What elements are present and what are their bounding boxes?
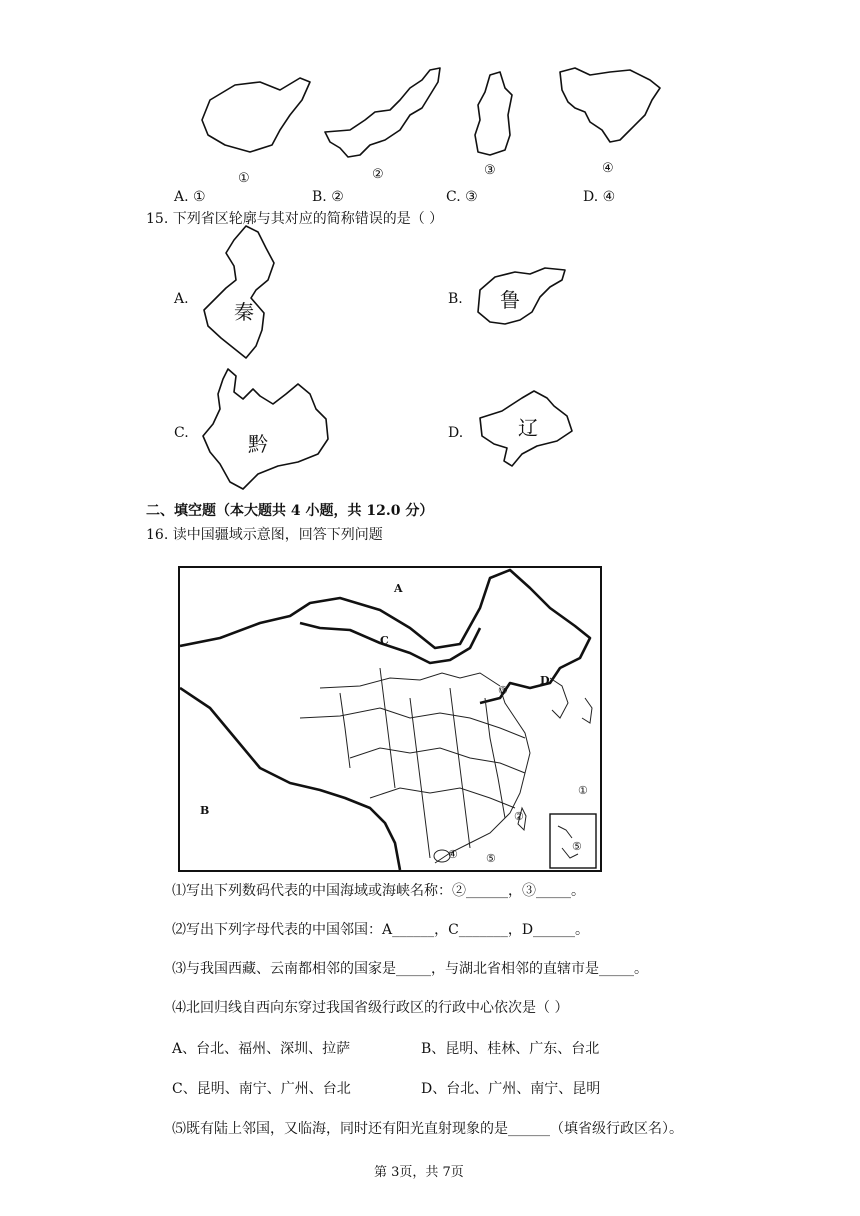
province-outline-4 [560, 68, 660, 142]
shape-label-1: ① [238, 171, 250, 186]
q16-choice-a[interactable]: A、台北、福州、深圳、拉萨 [172, 1041, 351, 1057]
map-label-a: A [394, 582, 403, 595]
q14-option-c[interactable]: C. ③ [446, 189, 478, 205]
map-label-5-inset: ⑤ [572, 840, 582, 853]
page-footer: 第 3页，共 7页 [374, 1165, 464, 1180]
shape-label-2: ② [372, 167, 384, 182]
q16-choice-b[interactable]: B、昆明、桂林、广东、台北 [421, 1041, 600, 1057]
q15-shape-a [196, 218, 306, 363]
q15-option-a-letter[interactable]: A. [174, 291, 189, 307]
q15-abbr-d: 辽 [518, 416, 538, 440]
q15-stem: 15. 下列省区轮廓与其对应的简称错误的是（ ） [146, 211, 444, 227]
province-outline-2 [325, 68, 440, 157]
shape-label-3: ③ [484, 163, 496, 178]
q15-option-b-letter[interactable]: B. [448, 291, 463, 307]
q15-shape-c [198, 364, 338, 496]
map-label-4: ④ [448, 848, 458, 861]
q16-sub2: ⑵写出下列字母代表的中国邻国：A______，C_______，D______。 [172, 922, 590, 938]
q14-option-a[interactable]: A. ① [174, 189, 206, 205]
q14-option-b[interactable]: B. ② [312, 189, 344, 205]
map-label-c: C [380, 634, 389, 647]
map-label-3: ③ [498, 684, 508, 697]
shape-label-4: ④ [602, 161, 614, 176]
q16-stem: 16. 读中国疆域示意图，回答下列问题 [146, 527, 383, 543]
q16-sub4: ⑷北回归线自西向东穿过我国省级行政区的行政中心依次是（ ） [172, 1000, 569, 1016]
q14-option-d[interactable]: D. ④ [583, 189, 616, 205]
q15-abbr-a: 秦 [234, 300, 254, 324]
q15-abbr-b: 鲁 [500, 288, 520, 312]
q16-sub1: ⑴写出下列数码代表的中国海域或海峡名称：②______，③_____。 [172, 883, 585, 899]
q16-sub3: ⑶与我国西藏、云南都相邻的国家是_____，与湖北省相邻的直辖市是_____。 [172, 961, 648, 977]
map-label-b: B [200, 804, 210, 817]
q16-choice-d[interactable]: D、台北、广州、南宁、昆明 [421, 1081, 601, 1097]
q15-shape-b [470, 262, 580, 332]
china-territory-map [178, 566, 602, 872]
q15-option-c-letter[interactable]: C. [174, 425, 189, 441]
map-label-1: ① [578, 784, 588, 797]
province-outline-1 [202, 78, 310, 152]
q15-abbr-c: 黔 [248, 432, 268, 456]
q16-choice-c[interactable]: C、昆明、南宁、广州、台北 [172, 1081, 351, 1097]
section-heading: 二、填空题（本大题共 4 小题，共 12.0 分） [146, 503, 434, 519]
map-label-2: ② [514, 810, 524, 823]
q16-sub5: ⑸既有陆上邻国，又临海，同时还有阳光直射现象的是______（填省级行政区名）。 [172, 1121, 683, 1137]
province-outline-3 [475, 72, 512, 155]
q15-option-d-letter[interactable]: D. [448, 425, 464, 441]
map-label-d: D [540, 674, 550, 687]
map-label-5: ⑤ [486, 852, 496, 865]
q14-outline-shapes [190, 60, 670, 190]
